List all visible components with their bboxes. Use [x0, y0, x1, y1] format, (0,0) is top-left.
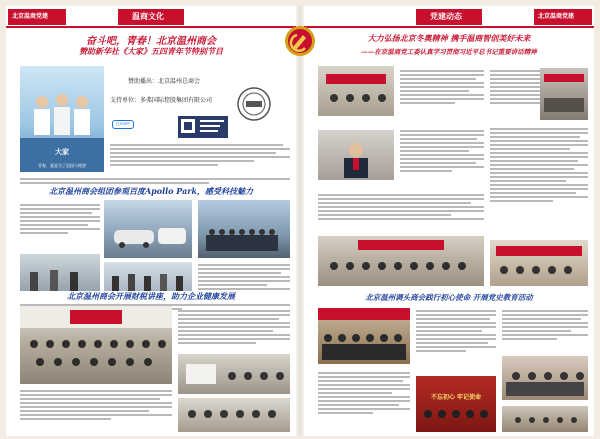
- right-page: [304, 6, 594, 436]
- oath-banner-photo: [416, 376, 496, 432]
- speaker-photo: [318, 130, 394, 180]
- company-logo: [236, 86, 272, 122]
- open-app-button[interactable]: 打开APP: [112, 120, 134, 129]
- headline-mission: 北京温州调头商会践行初心使命 开展党史教育活动: [365, 293, 533, 302]
- lecture-text-bottom: [20, 388, 172, 432]
- intro-text: [110, 142, 290, 174]
- mission-figures: [318, 308, 410, 364]
- right-column-text: [490, 126, 588, 238]
- right-section-title: 党建动态: [430, 12, 462, 21]
- oath-banner-text: 不忘初心 牢记使命: [430, 394, 482, 401]
- sponsor-line: 赞助播出：北京温州总商会: [128, 78, 201, 85]
- poster-caption: 青春，就是为了祖国与理想: [38, 163, 86, 168]
- qr-code: [178, 116, 228, 138]
- body-text-mid: [318, 192, 484, 232]
- speaker-figure: [318, 130, 394, 180]
- header-tag: 北京温商党建: [12, 13, 49, 20]
- speaker-figures: [178, 354, 290, 394]
- headline-lecture: 北京温州商会开展财税讲座，助力企业健康发展: [6, 291, 296, 302]
- poster-figures: [20, 66, 104, 172]
- meeting-photo-1: [318, 66, 394, 116]
- speaker-text: [400, 128, 484, 190]
- activity-figures: [502, 356, 588, 400]
- event-photo: [490, 240, 588, 286]
- meeting-room: [540, 68, 588, 120]
- intro-text-2: [20, 176, 290, 186]
- mission-photo-small: [502, 406, 588, 432]
- lecture-text: [178, 308, 290, 352]
- apollo-text-left: [20, 202, 100, 250]
- party-emblem-icon: [282, 24, 318, 58]
- event-figures: [490, 240, 588, 286]
- lecture-hall-photo: [20, 306, 172, 384]
- meeting-text-1: [400, 68, 484, 118]
- conference-photo: [318, 236, 484, 286]
- left-page: [6, 6, 296, 436]
- article-title-line2: 赞助新华社《大家》五四青年节特别节目: [79, 46, 223, 56]
- meeting-photo-2: [540, 68, 588, 120]
- apollo-group-photo: [198, 200, 290, 258]
- mission-activity-photo: [502, 356, 588, 400]
- section-title: 温商文化: [132, 12, 164, 21]
- small-figures: [502, 406, 588, 432]
- right-header-tag: 北京温商党建: [538, 13, 575, 20]
- headline-apollo: 北京温州商会组团参观百度Apollo Park，感受科技魅力: [48, 186, 254, 196]
- lecture-speaker-photo: [178, 354, 290, 394]
- meeting-figures: [318, 66, 394, 116]
- mission-text-bottom: [318, 370, 410, 432]
- mission-group-photo: [318, 308, 410, 364]
- audience-2: [178, 398, 290, 432]
- mission-text: [416, 308, 496, 372]
- left-header-bar: [6, 6, 296, 28]
- right-title-line1: 大力弘扬北京冬奥精神 携手温商智创美好未来: [367, 33, 531, 43]
- car-shape: [104, 200, 192, 258]
- youth-poster: [20, 66, 104, 172]
- lecture-audience: [20, 306, 172, 384]
- group-figures: [198, 200, 290, 258]
- mission-text-right: [502, 308, 588, 352]
- conference-figures: [318, 236, 484, 286]
- article-title-line1: 奋斗吧，青春！北京温州商会: [86, 36, 216, 47]
- svg-text:大家: 大家: [55, 148, 69, 156]
- right-header-bar: [304, 6, 594, 28]
- lecture-audience-photo-2: [178, 398, 290, 432]
- support-line: 支持单位：多弗国际控股集团有限公司: [110, 97, 213, 104]
- oath-figures: [416, 376, 496, 432]
- right-title-line2: ——在京温商党工委认真学习贯彻习近平总书记重要讲话精神: [361, 48, 537, 56]
- apollo-car-photo: [104, 200, 192, 258]
